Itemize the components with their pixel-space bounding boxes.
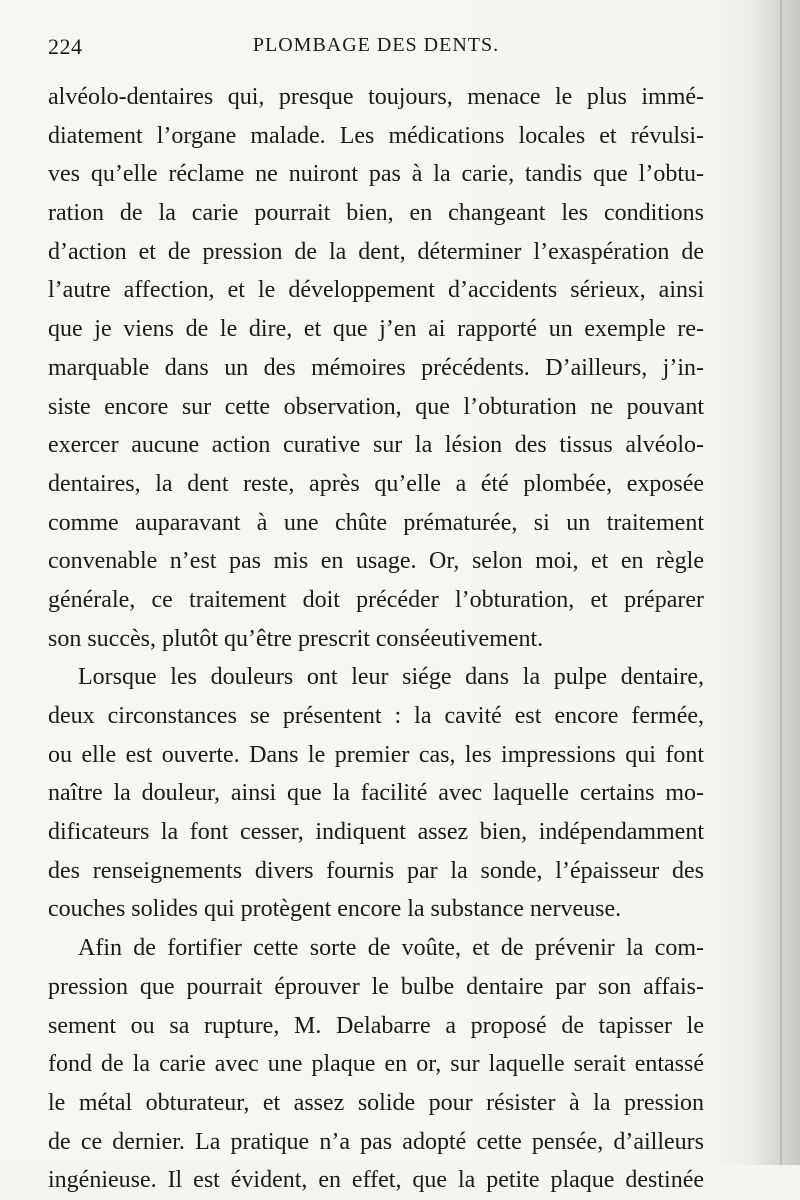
text-line: que je viens de le dire, et que j’en ai rapporté un exemple re- bbox=[48, 316, 704, 343]
text-line: d’action et de pression de la dent, déterminer l’exaspération de bbox=[48, 238, 704, 265]
text-line: convenable n’est pas mis en usage. Or, selon moi, et en règle bbox=[48, 548, 704, 575]
text-line: Lorsque les douleurs ont leur siége dans la pulpe dentaire, bbox=[78, 664, 704, 691]
text-line: ou elle est ouverte. Dans le premier cas, les impressions qui font bbox=[48, 741, 704, 768]
text-line: l’autre affection, et le développement d’accidents sérieux, ainsi bbox=[48, 277, 704, 304]
page-header bbox=[48, 30, 704, 64]
text-line: des renseignements divers fournis par la sonde, l’épaisseur des bbox=[48, 857, 704, 884]
text-line: générale, ce traitement doit précéder l’obturation, et préparer bbox=[48, 586, 704, 613]
text-line: le métal obturateur, et assez solide pour résister à la pression bbox=[48, 1089, 704, 1116]
text-line: pression que pourrait éprouver le bulbe dentaire par son affais- bbox=[48, 973, 704, 1000]
text-line: son succès, plutôt qu’être prescrit conséeutivement. bbox=[48, 625, 544, 652]
text-line: comme auparavant à une chûte prématurée, si un traitement bbox=[48, 509, 704, 536]
text-line: Afin de fortifier cette sorte de voûte, et de prévenir la com- bbox=[78, 935, 704, 962]
text-line: couches solides qui protègent encore la substance nerveuse. bbox=[48, 896, 622, 923]
page-number: 224 bbox=[48, 34, 83, 59]
text-line: dentaires, la dent reste, après qu’elle a été plombée, exposée bbox=[48, 470, 704, 497]
text-line: naître la douleur, ainsi que la facilité avec laquelle certains mo- bbox=[48, 780, 704, 807]
text-line: ration de la carie pourrait bien, en changeant les conditions bbox=[48, 200, 704, 227]
text-line: fond de la carie avec une plaque en or, sur laquelle serait entassé bbox=[48, 1051, 704, 1078]
text-line: alvéolo-dentaires qui, presque toujours, menace le plus immé- bbox=[48, 84, 704, 110]
body-text bbox=[48, 78, 704, 1200]
page-edge-shadow bbox=[780, 0, 782, 1165]
text-line: ingénieuse. Il est évident, en effet, que la petite plaque destinée bbox=[48, 1167, 704, 1194]
text-line: de ce dernier. La pratique n’a pas adopté cette pensée, d’ailleurs bbox=[48, 1128, 704, 1155]
text-line: ves qu’elle réclame ne nuiront pas à la carie, tandis que l’obtu- bbox=[48, 161, 704, 188]
text-line: sement ou sa rupture, M. Delabarre a proposé de tapisser le bbox=[48, 1012, 704, 1039]
text-line: deux circonstances se présentent : la cavité est encore fermée, bbox=[48, 703, 704, 729]
text-line: siste encore sur cette observation, que l’obturation ne pouvant bbox=[48, 393, 704, 420]
text-line: exercer aucune action curative sur la lésion des tissus alvéolo- bbox=[48, 432, 704, 459]
running-title: PLOMBAGE DES DENTS. bbox=[252, 34, 500, 56]
text-line: dificateurs la font cesser, indiquent assez bien, indépendamment bbox=[48, 819, 704, 846]
text-line: diatement l’organe malade. Les médications locales et révulsi- bbox=[48, 122, 704, 149]
text-line: marquable dans un des mémoires précédents. D’ailleurs, j’in- bbox=[48, 354, 704, 381]
